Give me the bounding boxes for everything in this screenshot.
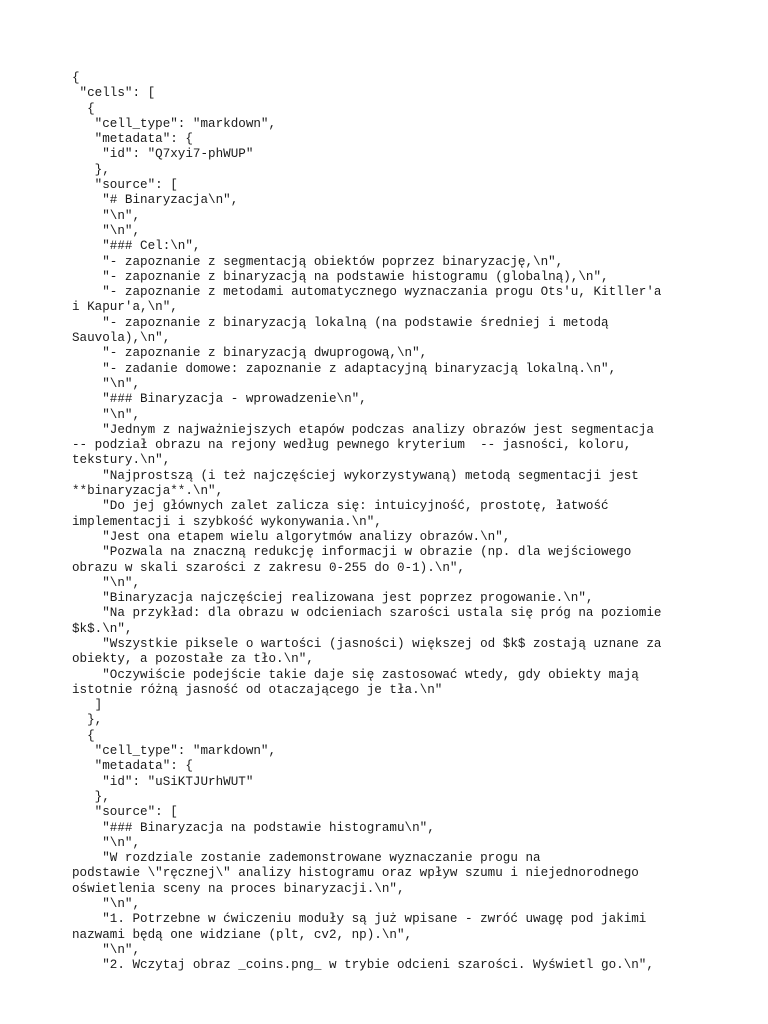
text-line: "Na przykład: dla obrazu w odcieniach szarości ustala się próg na poziomie	[72, 606, 662, 621]
text-line: istotnie różną jasność od otaczającego je tła.\n"	[72, 682, 443, 697]
text-line: "- zapoznanie z metodami automatycznego wyznaczania progu Ots'u, Kitller'a	[72, 285, 662, 300]
text-line: },	[72, 713, 103, 728]
text-line: obiekty, a pozostałe za tło.\n",	[72, 652, 314, 667]
text-line: "source": [	[72, 178, 178, 193]
text-line: "### Cel:\n",	[72, 239, 201, 254]
text-line: "### Binaryzacja na podstawie histogramu\n",	[72, 820, 435, 835]
text-line: "# Binaryzacja\n",	[72, 193, 239, 208]
text-line: "\n",	[72, 376, 141, 391]
text-line: tekstury.\n",	[72, 453, 171, 468]
text-line: "Do jej głównych zalet zalicza się: intuicyjność, prostotę, łatwość	[72, 499, 609, 514]
text-line: "\n",	[72, 942, 141, 957]
text-line: oświetlenia sceny na proces binaryzacji.\n",	[72, 881, 405, 896]
text-line: i Kapur'a,\n",	[72, 300, 178, 315]
text-line: "Jest ona etapem wielu algorytmów analizy obrazów.\n",	[72, 529, 511, 544]
text-line: podstawie \"ręcznej\" analizy histogramu oraz wpływ szumu i niejednorodnego	[72, 866, 639, 881]
text-line: ]	[72, 698, 103, 713]
text-line: "Jednym z najważniejszych etapów podczas analizy obrazów jest segmentacja	[72, 422, 654, 437]
text-line: {	[72, 101, 95, 116]
text-line: {	[72, 728, 95, 743]
text-line: "\n",	[72, 407, 141, 422]
text-line: "source": [	[72, 805, 178, 820]
text-line: "cell_type": "markdown",	[72, 744, 277, 759]
text-line: "- zapoznanie z binaryzacją dwuprogową,\n",	[72, 346, 428, 361]
text-line: "- zapoznanie z segmentacją obiektów poprzez binaryzację,\n",	[72, 254, 564, 269]
text-line: "Wszystkie piksele o wartości (jasności) większej od $k$ zostają uznane za	[72, 636, 662, 651]
text-line: "\n",	[72, 223, 141, 238]
text-line: "- zadanie domowe: zapoznanie z adaptacyjną binaryzacją lokalną.\n",	[72, 361, 617, 376]
text-line: "1. Potrzebne w ćwiczeniu moduły są już wpisane - zwróć uwagę pod jakimi	[72, 912, 647, 927]
text-line: },	[72, 162, 110, 177]
text-line: "\n",	[72, 897, 141, 912]
text-line: implementacji i szybkość wykonywania.\n",	[72, 514, 382, 529]
text-line: "\n",	[72, 835, 141, 850]
text-line: -- podział obrazu na rejony według pewnego kryterium -- jasności, koloru,	[72, 438, 632, 453]
text-line: "Pozwala na znaczną redukcję informacji w obrazie (np. dla wejściowego	[72, 545, 632, 560]
text-line: "2. Wczytaj obraz _coins.png_ w trybie odcieni szarości. Wyświetl go.\n",	[72, 958, 654, 973]
text-line: obrazu w skali szarości z zakresu 0-255 do 0-1).\n",	[72, 560, 465, 575]
text-line: "\n",	[72, 575, 141, 590]
text-line: "Oczywiście podejście takie daje się zastosować wtedy, gdy obiekty mają	[72, 667, 639, 682]
text-line: "id": "uSiKTJUrhWUT"	[72, 774, 254, 789]
text-line: "### Binaryzacja - wprowadzenie\n",	[72, 392, 367, 407]
text-line: "Binaryzacja najczęściej realizowana jest poprzez progowanie.\n",	[72, 591, 594, 606]
text-line: "- zapoznanie z binaryzacją lokalną (na podstawie średniej i metodą	[72, 315, 609, 330]
text-line: "cells": [	[72, 86, 156, 101]
text-line: "Najprostszą (i też najczęściej wykorzystywaną) metodą segmentacji jest	[72, 468, 639, 483]
text-line: "cell_type": "markdown",	[72, 116, 277, 131]
text-line: "- zapoznanie z binaryzacją na podstawie histogramu (globalną),\n",	[72, 269, 609, 284]
notebook-json-text	[72, 71, 696, 974]
text-line: nazwami będą one widziane (plt, cv2, np).\n",	[72, 927, 413, 942]
text-line: {	[72, 71, 80, 85]
text-line: "id": "Q7xyi7-phWUP"	[72, 147, 254, 162]
text-line: Sauvola),\n",	[72, 331, 171, 346]
text-line: **binaryzacja**.\n",	[72, 484, 224, 499]
text-line: "metadata": {	[72, 759, 193, 774]
text-line: "W rozdziale zostanie zademonstrowane wyznaczanie progu na	[72, 851, 541, 866]
text-line: $k$.\n",	[72, 621, 133, 636]
text-line: "metadata": {	[72, 132, 193, 147]
text-line: "\n",	[72, 208, 141, 223]
text-line: },	[72, 789, 110, 804]
